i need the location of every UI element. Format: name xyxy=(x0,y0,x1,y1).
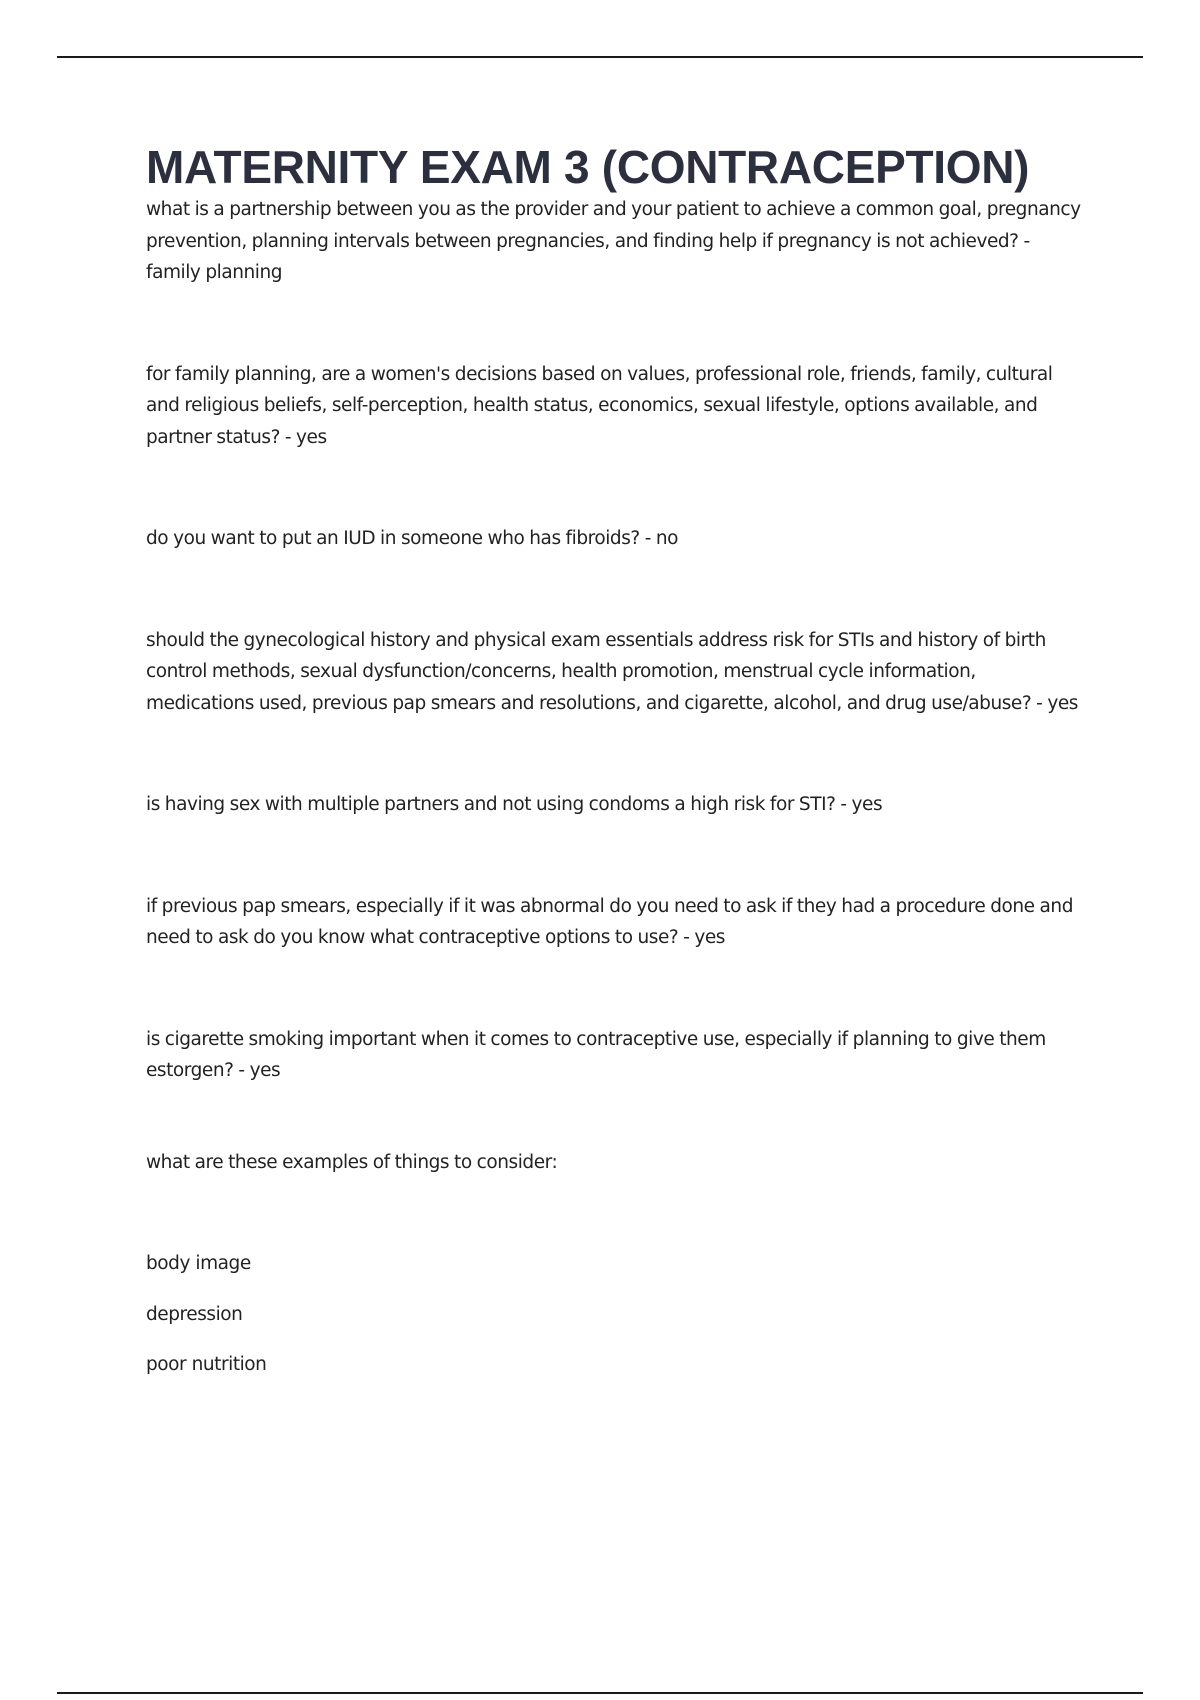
list-item: poor nutrition xyxy=(146,1354,267,1375)
qa-entry: do you want to put an IUD in someone who has fibroids? - no xyxy=(146,528,678,549)
top-rule xyxy=(57,56,1143,58)
page-title: MATERNITY EXAM 3 (CONTRACEPTION) xyxy=(146,141,1030,193)
bottom-rule xyxy=(57,1692,1143,1694)
qa-entry: is having sex with multiple partners and not using condoms a high risk for STI? - yes xyxy=(146,794,883,815)
qa-entry: for family planning, are a women's decisions based on values, professional role, friends, family, cultural and religious beliefs, self-perception, health status, economics, sexual lifestyle, options available, and partner status? - yes xyxy=(146,363,1053,448)
qa-entry: what are these examples of things to consider: xyxy=(146,1151,558,1173)
qa-entry: if previous pap smears, especially if it was abnormal do you need to ask if they had a procedure done and need to ask do you know what contraceptive options to use? - yes xyxy=(146,895,1073,948)
qa-entry: should the gynecological history and physical exam essentials address risk for STIs and history of birth control methods, sexual dysfunction/concerns, health promotion, menstrual cycle information, medications used, previous pap smears and resolutions, and cigarette, alcohol, and drug use/abuse? - yes xyxy=(146,629,1078,714)
list-item: body image xyxy=(146,1253,251,1274)
qa-entry: what is a partnership between you as the provider and your patient to achieve a common goal, pregnancy prevention, planning intervals between pregnancies, and finding help if pregnancy is not achieved? - family planning xyxy=(146,199,1081,283)
document-body xyxy=(146,140,1086,1381)
qa-entry: is cigarette smoking important when it comes to contraceptive use, especially if planning to give them estorgen? - yes xyxy=(146,1028,1046,1081)
list-item: depression xyxy=(146,1303,243,1325)
